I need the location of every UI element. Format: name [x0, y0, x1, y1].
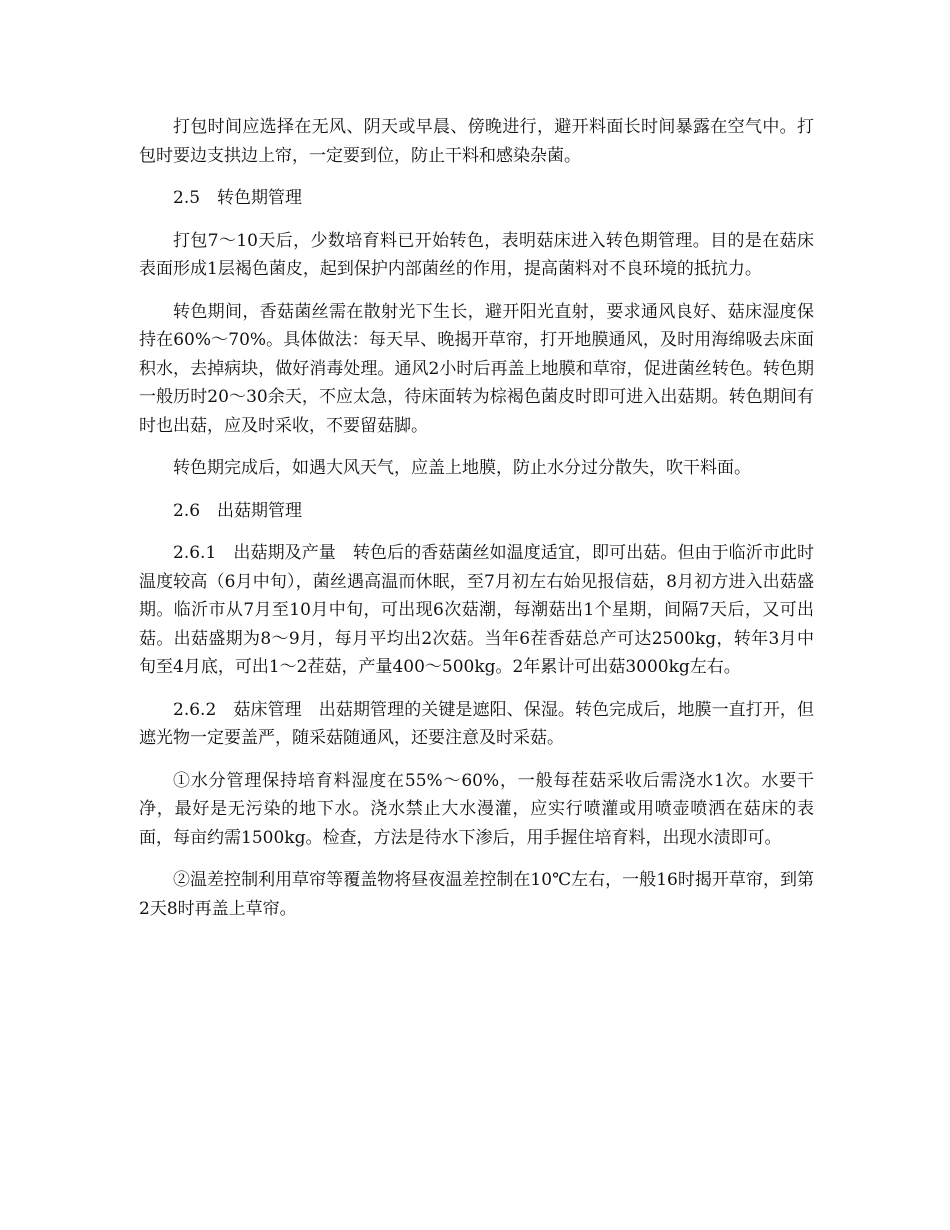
paragraph-color-change-intro: 打包7～10天后，少数培育料已开始转色，表明菇床进入转色期管理。目的是在菇床表面形成1层褐色菌皮，起到保护内部菌丝的作用，提高菌料对不良环境的抵抗力。 [139, 230, 814, 279]
section-heading-2-6: 2.6 出菇期管理 [173, 500, 303, 521]
paragraph-color-change-method: 转色期间，香菇菌丝需在散射光下生长，避开阳光直射，要求通风良好、菇床湿度保持在60%～70%。具体做法：每天早、晚揭开草帘，打开地膜通风，及时用海绵吸去床面积水，去掉病块，做好消毒处理。通风2小时后再盖上地膜和草帘，促进菌丝转色。转色期一般历时20～30余天，不应太急，待床面转为棕褐色菌皮时即可进入出菇期。转色期间有时也出菇，应及时采收，不要留菇脚。 [139, 301, 814, 436]
paragraph-water-management: ①水分管理保持培育料湿度在55%～60%，一般每茬菇采收后需浇水1次。水要干净，最好是无污染的地下水。浇水禁止大水漫灌，应实行喷灌或用喷壶喷洒在菇床的表面，每亩约需1500kg。检查，方法是待水下渗后，用手握住培育料，出现水渍即可。 [139, 770, 814, 848]
section-heading-2-5: 2.5 转色期管理 [173, 188, 303, 208]
paragraph-2-6-1-yield: 2.6.1 出菇期及产量 转色后的香菇菌丝如温度适宜，即可出菇。但由于临沂市此时温度较高（6月中旬），菌丝遇高温而休眠，至7月初左右始见报信菇，8月初方进入出菇盛期。临沂市从7月至10月中旬，可出现6次菇潮，每潮菇出1个星期，间隔7天后，又可出菇。出菇盛期为8～9月，每月平均出2次菇。当年6茬香菇总产可达2500kg，转年3月中旬至4月底，可出1～2茬菇，产量400～500kg。2年累计可出菇3000kg左右。 [139, 543, 814, 677]
paragraph-color-change-complete: 转色期完成后，如遇大风天气，应盖上地膜，防止水分过分散失，吹干料面。 [173, 458, 751, 478]
paragraph-2-6-2-bed-management: 2.6.2 菇床管理 出菇期管理的关键是遮阳、保湿。转色完成后，地膜一直打开，但遮光物一定要盖严，随采菇随通风，还要注意及时采菇。 [139, 699, 814, 748]
paragraph-bagging-time: 打包时间应选择在无风、阴天或早晨、傍晚进行，避开料面长时间暴露在空气中。打包时要边支拱边上帘，一定要到位，防止干料和感染杂菌。 [139, 117, 814, 166]
document-body [139, 113, 814, 937]
paragraph-temperature-control: ②温差控制利用草帘等覆盖物将昼夜温差控制在10℃左右，一般16时揭开草帘，到第2天8时再盖上草帘。 [139, 870, 814, 919]
